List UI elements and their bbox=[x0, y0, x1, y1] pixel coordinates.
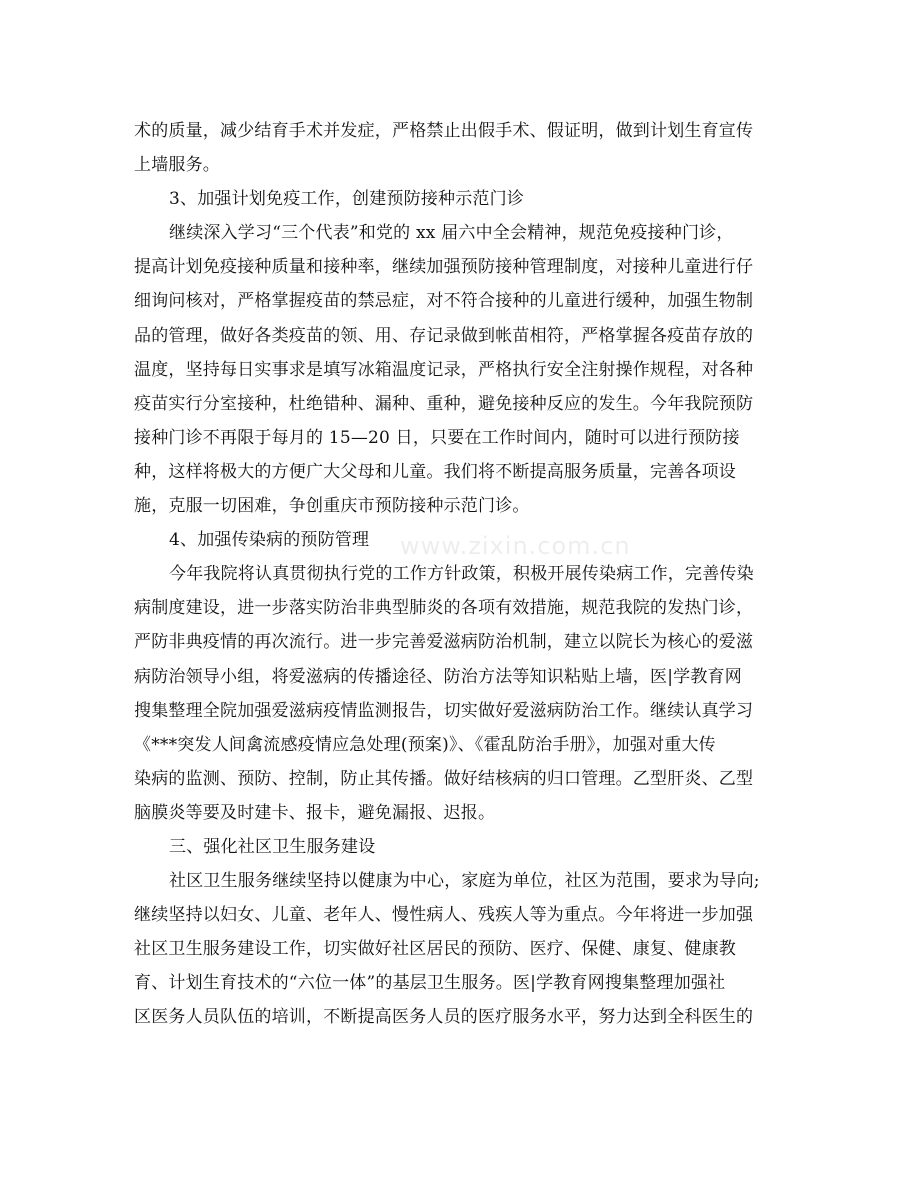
text-line: 区医务人员队伍的培训，不断提高医务人员的医疗服务水平，努力达到全科医生的 bbox=[134, 1007, 754, 1028]
text-line: 脑膜炎等要及时建卡、报卡，避免漏报、迟报。 bbox=[134, 802, 496, 823]
text-line: 提高计划免疫接种质量和接种率，继续加强预防接种管理制度，对接种儿童进行仔 bbox=[134, 257, 754, 278]
text-line: 上墙服务。 bbox=[134, 155, 220, 176]
watermark: www.zixin.com.cn bbox=[400, 532, 631, 560]
text-line: 术的质量，减少结育手术并发症，严格禁止出假手术、假证明，做到计划生育宣传 bbox=[134, 121, 754, 141]
text-line: 《***突发人间禽流感疫情应急处理(预案)》、《霍乱防治手册》，加强对重大传 bbox=[134, 734, 716, 755]
text-line: 严防非典疫情的再次流行。进一步完善爱滋病防治机制，建立以院长为核心的爱滋 bbox=[134, 632, 754, 653]
text-line: 病防治领导小组，将爱滋病的传播途径、防治方法等知识粘贴上墙，医|学教育网 bbox=[134, 666, 742, 687]
text-line: 社区卫生服务建设工作，切实做好社区居民的预防、医疗、保健、康复、健康教 bbox=[134, 939, 736, 960]
text-line: 接种门诊不再限于每月的 15—20 日，只要在工作时间内，随时可以进行预防接 bbox=[134, 427, 740, 448]
document-body bbox=[134, 114, 794, 1035]
text-line: 继续深入学习“三个代表”和党的 xx 届六中全会精神，规范免疫接种门诊， bbox=[169, 223, 734, 244]
text-line: 种，这样将极大的方便广大父母和儿童。我们将不断提高服务质量，完善各项设 bbox=[134, 461, 736, 482]
section-heading: 4、加强传染病的预防管理 bbox=[169, 530, 370, 551]
text-line: 染病的监测、预防、控制，防止其传播。做好结核病的归口管理。乙型肝炎、乙型 bbox=[134, 768, 754, 789]
section-heading: 3、加强计划免疫工作，创建预防接种示范门诊 bbox=[169, 189, 525, 210]
text-line: 今年我院将认真贯彻执行党的工作方针政策，积极开展传染病工作，完善传染 bbox=[169, 564, 754, 585]
text-line: 温度，坚持每日实事求是填写冰箱温度记录，严格执行安全注射操作规程，对各种 bbox=[134, 359, 754, 380]
text-line: 继续坚持以妇女、儿童、老年人、慢性病人、残疾人等为重点。今年将进一步加强 bbox=[134, 905, 754, 926]
text-line: 细询问核对，严格掌握疫苗的禁忌症，对不符合接种的儿童进行缓种，加强生物制 bbox=[134, 291, 754, 312]
text-line: 疫苗实行分室接种，杜绝错种、漏种、重种，避免接种反应的发生。今年我院预防 bbox=[134, 393, 754, 414]
text-line: 搜集整理全院加强爱滋病疫情监测报告，切实做好爱滋病防治工作。继续认真学习 bbox=[134, 700, 754, 721]
text-line: 育、计划生育技术的“六位一体”的基层卫生服务。医|学教育网搜集整理加强社 bbox=[134, 973, 726, 994]
text-line: 施，克服一切困难，争创重庆市预防接种示范门诊。 bbox=[134, 496, 530, 517]
text-line: 病制度建设，进一步落实防治非典型肺炎的各项有效措施，规范我院的发热门诊， bbox=[134, 598, 754, 619]
text-line: 社区卫生服务继续坚持以健康为中心，家庭为单位，社区为范围，要求为导向; bbox=[169, 871, 760, 892]
text-line: 品的管理，做好各类疫苗的领、用、存记录做到帐苗相符，严格掌握各疫苗存放的 bbox=[134, 325, 754, 346]
section-heading: 三、强化社区卫生服务建设 bbox=[169, 836, 376, 857]
